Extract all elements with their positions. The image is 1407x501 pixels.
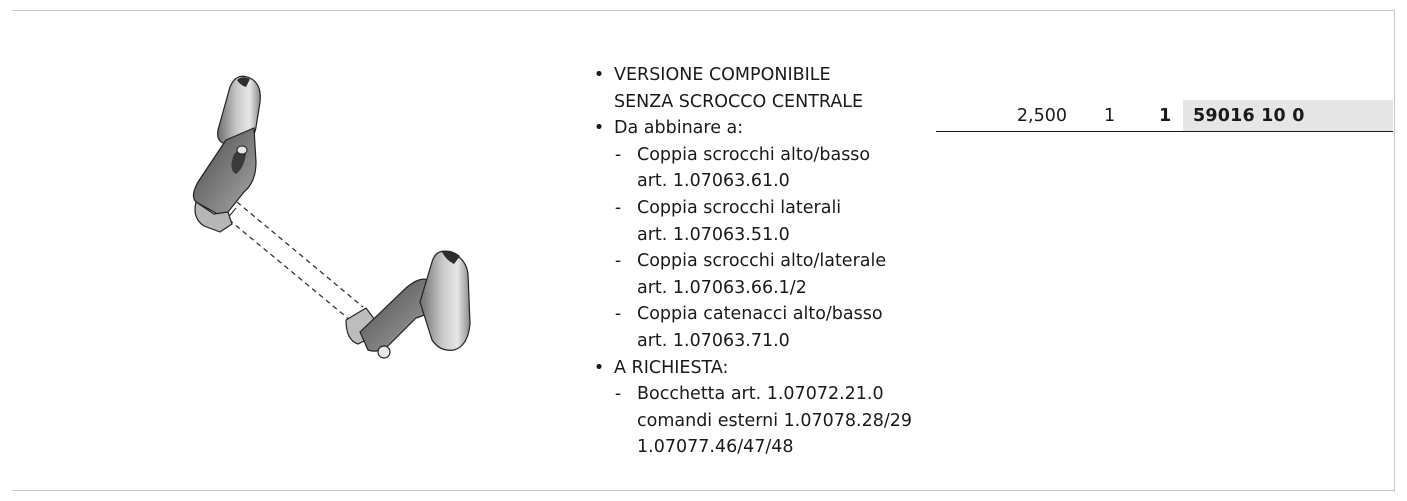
product-description (590, 62, 930, 461)
desc-line (590, 62, 930, 89)
desc-text: 1.07077.46/47/48 (637, 437, 794, 458)
right-bracket (346, 251, 470, 358)
desc-line (590, 328, 930, 355)
desc-line (590, 275, 930, 302)
desc-line (590, 142, 930, 169)
article-code: 59016 10 0 (1193, 106, 1305, 126)
desc-line (590, 222, 930, 249)
desc-text: VERSIONE COMPONIBILE (614, 65, 831, 85)
desc-text: comandi esterni 1.07078.28/29 (637, 410, 913, 431)
desc-text: art. 1.07063.71.0 (637, 330, 790, 351)
quantity-value: 1 (1104, 106, 1116, 126)
dash: - (614, 251, 622, 272)
frame-top-rule (12, 10, 1395, 11)
desc-line (590, 115, 930, 142)
frame-bottom-rule (12, 490, 1395, 491)
desc-text: Da abbinare a: (614, 118, 744, 139)
dash: - (614, 144, 622, 165)
desc-text: Coppia scrocchi laterali (637, 197, 842, 218)
desc-text: Coppia scrocchi alto/basso (637, 144, 871, 165)
panic-bar-illustration (170, 62, 490, 382)
desc-line (590, 301, 930, 328)
dash: - (614, 197, 622, 218)
desc-text: A RICHIESTA: (614, 357, 729, 378)
desc-line (590, 355, 930, 382)
frame-right-rule (1394, 10, 1395, 492)
desc-line (590, 248, 930, 275)
bullet: • (593, 65, 605, 85)
left-bracket (193, 76, 260, 232)
dash: - (614, 304, 622, 325)
desc-text: art. 1.07063.66.1/2 (637, 277, 807, 298)
desc-line (590, 195, 930, 222)
desc-line (590, 168, 930, 195)
weight-value: 2,500 (1016, 106, 1067, 126)
desc-text: Bocchetta art. 1.07072.21.0 (637, 384, 884, 405)
bullet: • (593, 118, 605, 139)
desc-line (590, 381, 930, 408)
desc-line (590, 408, 930, 435)
desc-text: Coppia scrocchi alto/laterale (637, 251, 887, 272)
pack-value: 1 (1159, 106, 1172, 126)
dash: - (614, 384, 622, 405)
desc-line (590, 434, 930, 461)
desc-text: art. 1.07063.61.0 (637, 171, 790, 192)
desc-text: art. 1.07063.51.0 (637, 224, 790, 245)
bullet: • (593, 357, 605, 378)
desc-text: Coppia catenacci alto/basso (637, 304, 883, 325)
desc-text: SENZA SCROCCO CENTRALE (614, 91, 864, 112)
bar-outline (222, 202, 363, 320)
desc-line (590, 89, 930, 116)
price-row (936, 100, 1393, 132)
